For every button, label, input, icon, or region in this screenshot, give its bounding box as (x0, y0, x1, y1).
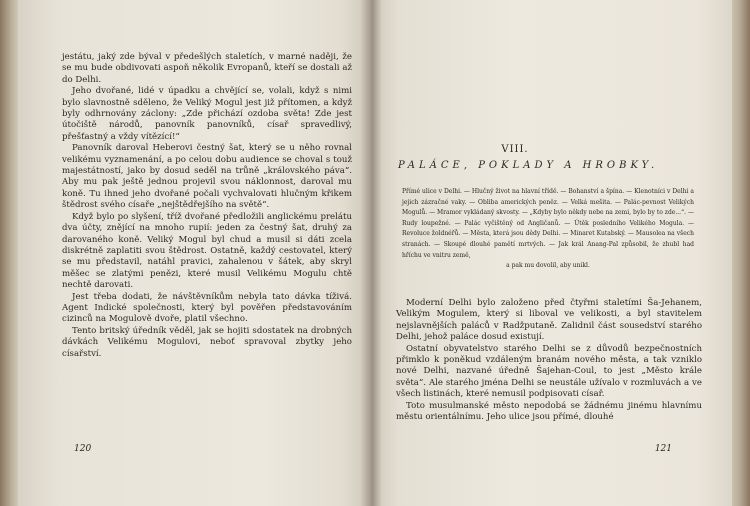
chapter-number: VIII. (501, 144, 529, 155)
page-number-left: 120 (74, 444, 92, 454)
page-number-right: 121 (654, 444, 672, 454)
paragraph: Tento britský úředník věděl, jak se hojiti sdostatek na drobných dávkách Velikému Mogulovi, neboť spravoval zbytky jeho císařství. (62, 325, 352, 359)
paragraph: Moderní Delhi bylo založeno před čtyřmi staletími Ša-Jehanem, Velikým Mogulem, který si liboval ve velikosti, a byl stavitelem nejslavnějších paláců v Radžputaně. Zalidnil část sousedství starého Delhi, jehož paláce dosud existují. (396, 298, 702, 343)
paragraph: Když bylo po slyšení, tříž dvořané předložili anglickému prelátu dva účty, znějící na mnoho rupií: jeden za čestný šat, druhý za darovaného koně. Veliký Mogul byl chud a musil si dáti zcela diskrétně zaplatiti svou štědrost. Ostatně, každý cestovatel, který se mu představil, natáhl pravici, zahalenou v šátek, aby skryl měšec se zlatými penězi, které musil Velikému Mogulu chtě nechtě darovati. (62, 211, 352, 291)
book-edge-left (0, 0, 18, 506)
left-page (18, 0, 370, 506)
paragraph: Ostatní obyvatelstvo starého Delhi se z důvodů bezpečnostních přimklo k poněkud vzdáleným branám nového města, a tak vzniklo nové Delhi, nazvané úředně Šajehan-Coul, to jest „Město krále světa“. Ale starého jména Delhi se neustále užívalo v rozmluvách a ve všech listinách, které nemusil podpisovati císař. (396, 343, 702, 400)
paragraph: Jeho dvořané, lidé v úpadku a chvějící se, volali, když s nimi bylo slavnostně sděleno, že Veliký Mogul jest již přítomen, a když byly odhrnovány záclony: „Zde přichází ozdoba světa! Zde jest útočiště národů, panovník panovníků, císař spravedlivý, přešťastný a vždy vítězící!“ (62, 86, 352, 142)
paragraph: jestátu, jaký zde býval v předešlých staletích, v marné naději, že se mu bude obdivovati aspoň několik Evropanů, kteří se dostali až do Delhi. (62, 52, 352, 85)
right-page (370, 0, 732, 506)
chapter-summary (402, 187, 694, 272)
paragraph: Panovník daroval Heberovi čestný šat, který se u něho rovnal velikému vyznamenání, a po celou dobu audience se choval s touž majestátností, jako by dosud seděl na trůně „královského páva“. Aby mu pak ještě jednou projevil svou náklonnost, daroval mu koně. Tu ihned jeho dvořané počali vychvalovati hlučným křikem štědrost svého císaře „nejštědřejšího na světě“. (62, 143, 352, 211)
right-page-text (396, 298, 702, 423)
book-edge-right (732, 0, 750, 506)
paragraph: Toto musulmanské město nepodobá se žádnému jinému hlavnímu městu orientálnímu. Jeho ulice jsou přímé, dlouhé (396, 400, 702, 423)
paragraph: Jest třeba dodati, že návštěvníkům nebyla tato dávka tíživá. Agent Indické společnosti, který byl pověřen představováním cizinců na Mogulově dvoře, platil všechno. (62, 291, 352, 325)
left-page-text (62, 52, 352, 360)
chapter-summary-text: Přímé ulice v Delhi. — Hlučný život na hlavní třídě. — Bohanství a špína. — Klenotníci v Delhi a jejich zázračné vaky. — Obliba amerických peněz. — Velká mešita. — Palác-pevnost Velikých Mogulů. — Mramor vykládaný skvosty. — „Kdyby bylo někdy nebe na zemi, bylo by to zde...“. — Rudy loupežné. — Palác vyčištěný od Angličanů. — Útěk posledního Velikého Mogula. — Revoluce žoldnéřů. — Města, která jsou dědy Delhi. — Minaret Kutabský. — Mausolea na všech stranách. — Skoupé dlouhé pamětí mrtvých. — Jak král Anang-Pal způsobil, že zhubl had hříchu ve vnitru země, (402, 188, 694, 259)
chapter-title: PALÁCE, POKLADY A HROBKY. (398, 160, 659, 171)
chapter-summary-last-line: a pak mu dovolil, aby unikl. (506, 262, 590, 270)
